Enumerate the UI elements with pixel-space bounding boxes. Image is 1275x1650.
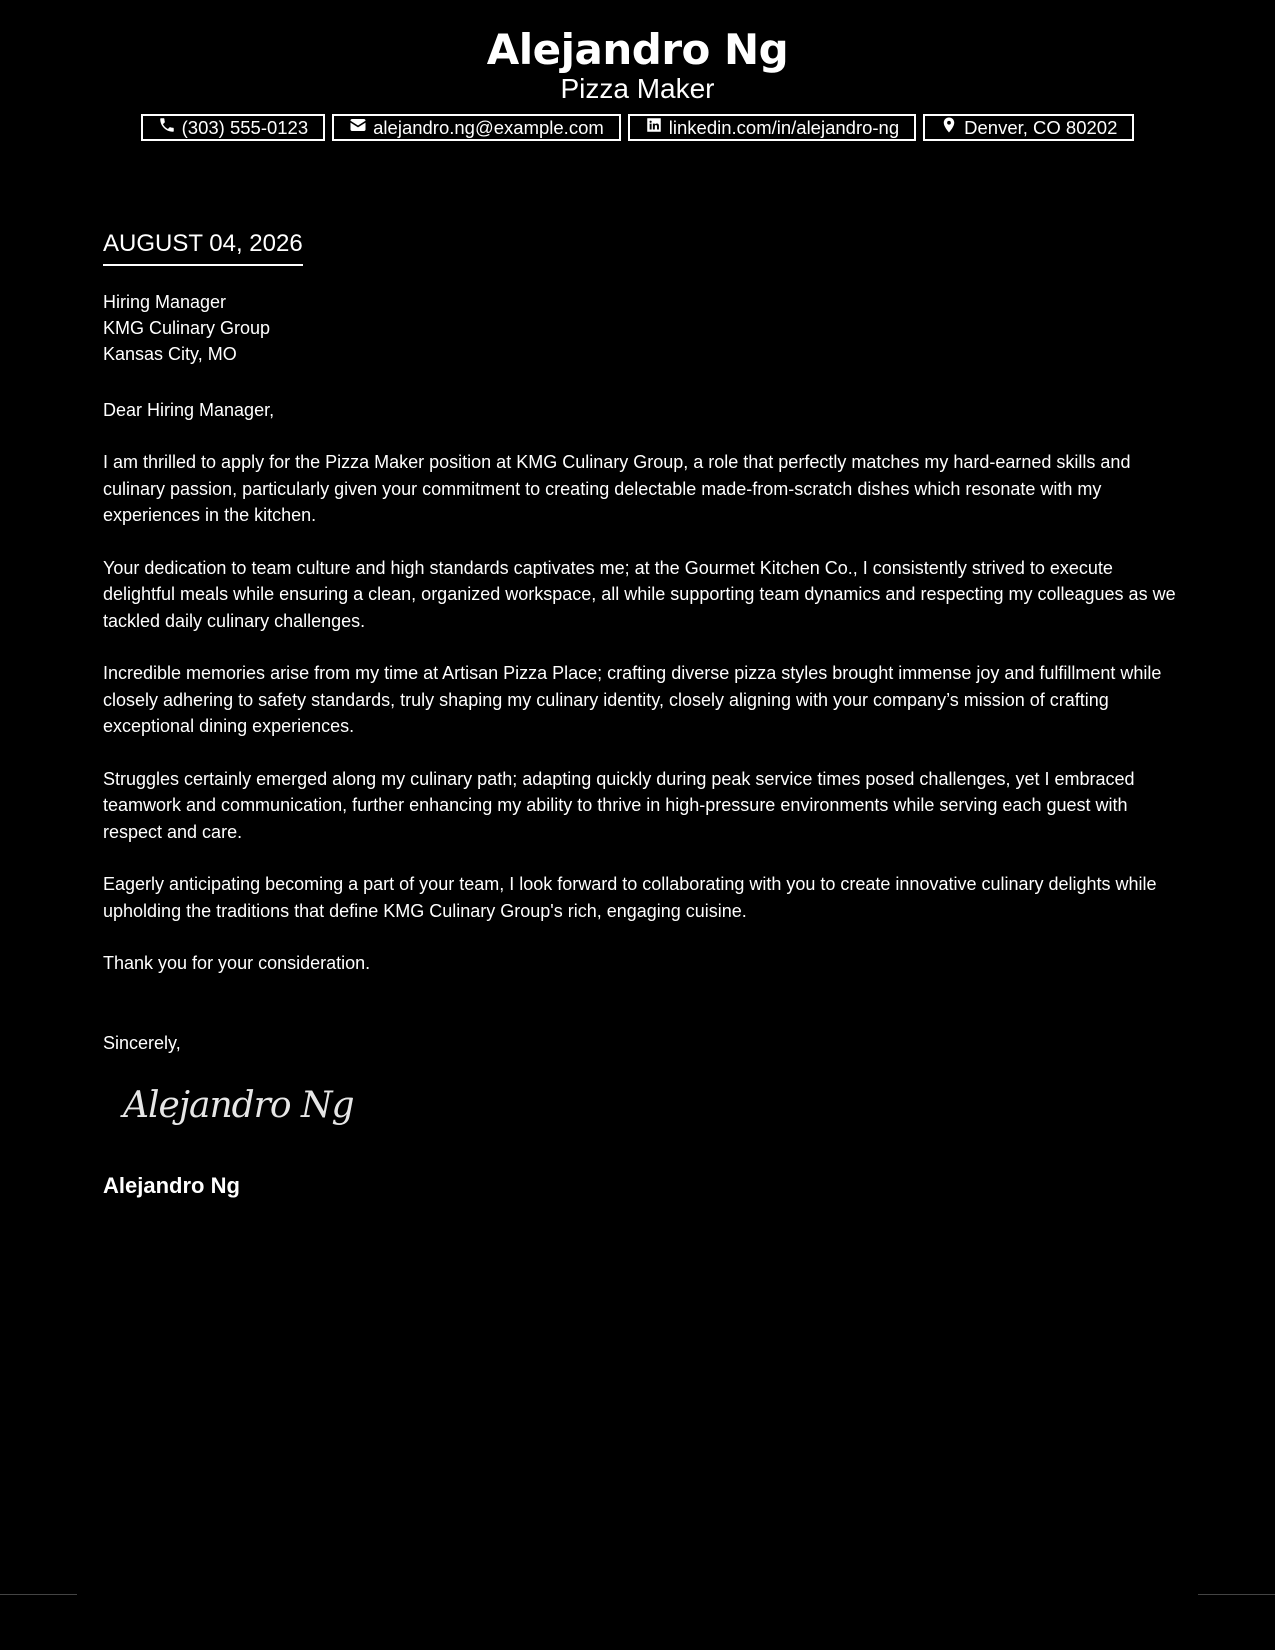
- applicant-role: Pizza Maker: [560, 73, 715, 104]
- linkedin-icon: [645, 116, 663, 139]
- body-paragraph: Eagerly anticipating becoming a part of your team, I look forward to collaborating with you to create innovative culinary delights while upholding the traditions that define KMG Culinary Group's rich, engaging cuisine.: [103, 874, 1157, 921]
- body-paragraph: I am thrilled to apply for the Pizza Maker position at KMG Culinary Group, a role that perfectly matches my hard-earned skills and culinary passion, particularly given your commitment to creating delectable made-from-scratch dishes which resonate with my experiences in the kitchen.: [103, 452, 1131, 525]
- recipient-location: Kansas City, MO: [103, 344, 237, 364]
- contact-email-text: alejandro.ng@example.com: [373, 116, 604, 138]
- body-paragraph: Incredible memories arise from my time at Artisan Pizza Place; crafting diverse pizza styles brought immense joy and fulfillment while closely adhering to safety standards, truly shaping my culinary identity, closely aligning with your company’s mission of crafting exceptional dining experiences.: [103, 663, 1162, 736]
- recipient-title: Hiring Manager: [103, 292, 227, 312]
- letter-body: [103, 449, 1178, 1003]
- salutation: Dear Hiring Manager,: [103, 400, 275, 420]
- body-paragraph: Your dedication to team culture and high standards captivates me; at the Gourmet Kitchen Co., I consistently strived to execute delightful meals while ensuring a clean, organized workspace, all while supporting team dynamics and respecting my colleagues as we tackled daily culinary challenges.: [103, 557, 1176, 631]
- signature: Alejandro Ng: [123, 1085, 354, 1126]
- applicant-name: Alejandro Ng: [486, 25, 789, 74]
- contact-email[interactable]: [332, 114, 621, 141]
- letter-date: AUGUST 04, 2026: [103, 230, 303, 266]
- contact-phone[interactable]: [141, 114, 326, 141]
- recipient-block: [103, 289, 270, 367]
- contact-phone-text: (303) 555-0123: [181, 116, 309, 138]
- footer-divider-left: [0, 1594, 77, 1595]
- contact-location[interactable]: [923, 114, 1134, 141]
- contact-location-text: Denver, CO 80202: [964, 116, 1118, 138]
- contact-bar: [0, 114, 1275, 141]
- thank-you-line: Thank you for your consideration.: [103, 953, 371, 973]
- phone-icon: [158, 116, 176, 139]
- signer-name: Alejandro Ng: [103, 1173, 240, 1198]
- closing: Sincerely,: [103, 1033, 181, 1053]
- letter-header: [0, 0, 1275, 141]
- envelope-icon: [349, 116, 367, 139]
- body-paragraph: Struggles certainly emerged along my culinary path; adapting quickly during peak service times posed challenges, yet I embraced teamwork and communication, further enhancing my ability to thrive in high-pressure environments while serving each guest with respect and care.: [103, 768, 1135, 842]
- recipient-company: KMG Culinary Group: [103, 318, 271, 338]
- contact-linkedin-text: linkedin.com/in/alejandro-ng: [668, 116, 900, 138]
- map-marker-icon: [940, 116, 958, 139]
- contact-linkedin[interactable]: [628, 114, 916, 141]
- footer-divider-right: [1198, 1594, 1275, 1595]
